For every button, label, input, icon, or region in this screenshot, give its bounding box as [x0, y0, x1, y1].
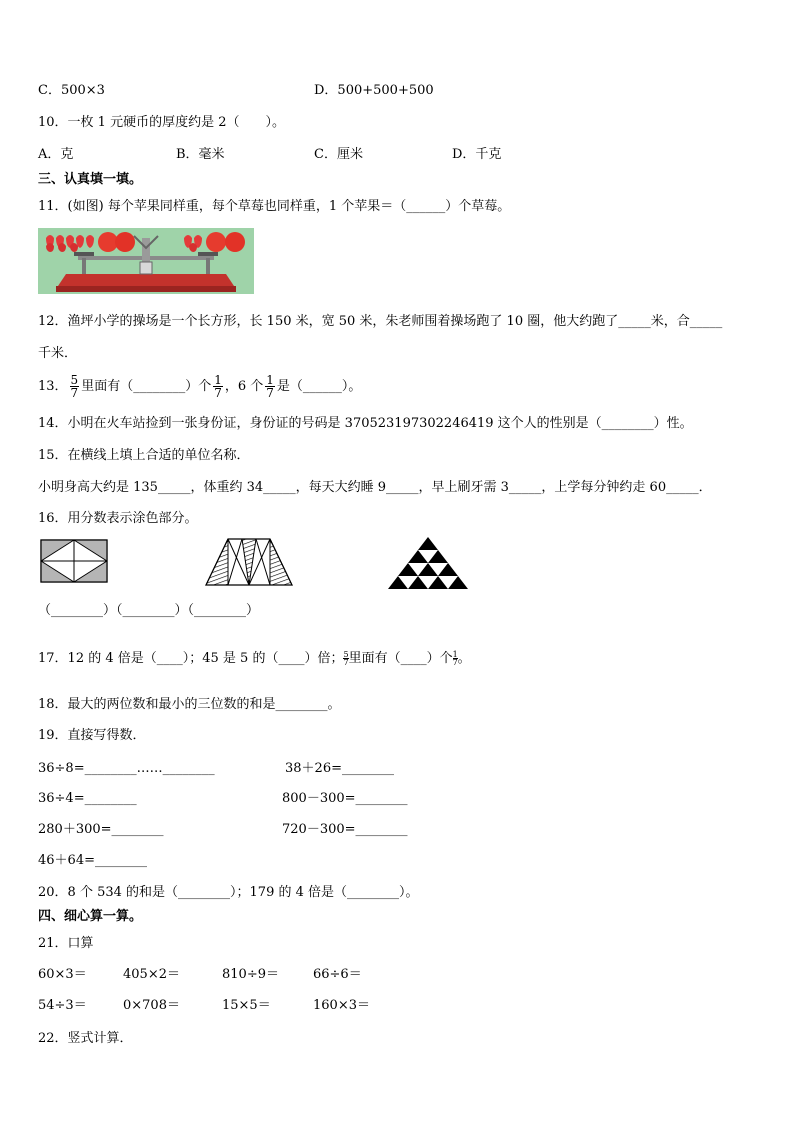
q22-text: 22．竖式计算． — [38, 1031, 133, 1046]
q10-option-d: D．千克 — [452, 147, 502, 162]
q21-stem: 21．口算 — [38, 936, 94, 951]
section-3-heading: 三、认真填一填。 — [38, 172, 143, 187]
q19-item-1: 36÷8=________……________ — [38, 761, 215, 776]
q9-option-c: C．500×3 — [38, 83, 105, 98]
q19-item-2: 38＋26=________ — [285, 761, 394, 776]
q19-item-7: 46＋64=________ — [38, 853, 147, 868]
q19-item-5: 280＋300=________ — [38, 822, 164, 837]
q13-text3: 是（______）。 — [276, 379, 362, 394]
q13-fraction-1-7-b: $\frac{1}{7}$ — [266, 373, 274, 400]
q21-item-7: 15×5＝ — [222, 998, 271, 1013]
q17-fraction-1-7: $\frac{1}{7}$ — [452, 650, 458, 667]
q15-stem: 15．在横线上填上合适的单位名称． — [38, 448, 250, 463]
q21-item-2: 405×2＝ — [123, 967, 180, 982]
balance-scale-image — [38, 228, 254, 294]
q17-fraction-5-7: $\frac{5}{7}$ — [343, 650, 349, 667]
q21-item-8: 160×3＝ — [313, 998, 370, 1013]
q21-item-6: 0×708＝ — [123, 998, 180, 1013]
q21-item-4: 66÷6＝ — [313, 967, 362, 982]
q9-option-d: D．500+500+500 — [314, 83, 434, 98]
q19-item-3: 36÷4=________ — [38, 791, 137, 806]
q12-line2: 千米． — [38, 346, 78, 361]
q13-text2: ，6 个 — [224, 379, 264, 394]
q19-item-6: 720－300=________ — [282, 822, 408, 837]
q17-text1: 17．12 的 4 倍是（____）；45 是 5 的（____）倍； — [38, 651, 344, 666]
q19-item-4: 800－300=________ — [282, 791, 408, 806]
q21-item-1: 60×3＝ — [38, 967, 87, 982]
q17-text2: 里面有（____）个 — [348, 651, 453, 666]
q12-line1: 12．渔坪小学的操场是一个长方形，长 150 米，宽 50 米，朱老师围着操场跑了 10 圈，他大约跑了_____米，合_____ — [38, 314, 723, 329]
q21-item-3: 810÷9＝ — [222, 967, 279, 982]
q21-item-5: 54÷3＝ — [38, 998, 87, 1013]
q16-stem: 16．用分数表示涂色部分。 — [38, 511, 198, 526]
q19-stem: 19．直接写得数． — [38, 728, 146, 743]
q10-option-b: B．毫米 — [176, 147, 225, 162]
q15-body: 小明身高大约是 135_____，体重约 34_____，每天大约睡 9_____，早上刷牙需 3_____，上学每分钟约走 60_____． — [38, 480, 712, 495]
q20-text: 20．8 个 534 的和是（________）；179 的 4 倍是（________）。 — [38, 885, 419, 900]
q16-answer-blanks[interactable]: （________）（________）（________） — [38, 603, 260, 618]
q10-option-c: C．厘米 — [314, 147, 363, 162]
q13-number: 13． — [38, 379, 68, 394]
q17-text3: 。 — [457, 651, 471, 666]
q13-fraction-5-7: $\frac{5}{7}$ — [70, 373, 79, 400]
q16-triangle-figure — [387, 536, 469, 590]
apple-icon — [206, 232, 226, 252]
q13-line — [38, 372, 361, 402]
q10-stem: 10．一枚 1 元硬币的厚度约是 2（ ）。 — [38, 115, 285, 130]
apple-icon — [115, 232, 135, 252]
q18-text: 18．最大的两位数和最小的三位数的和是________。 — [38, 697, 341, 712]
q14-text: 14．小明在火车站捡到一张身份证，身份证的号码是 370523197302246419 这个人的性别是（________）性。 — [38, 416, 693, 431]
q13-text1: 里面有（________）个 — [81, 379, 212, 394]
section-4-heading: 四、细心算一算。 — [38, 909, 143, 924]
q17-line — [38, 648, 471, 670]
q11-text: 11．(如图) 每个苹果同样重，每个草莓也同样重，1 个苹果＝（______）个草莓。 — [38, 199, 511, 214]
apple-icon — [225, 232, 245, 252]
q13-fraction-1-7: $\frac{1}{7}$ — [214, 373, 222, 400]
q16-trapezoid-figure — [204, 537, 294, 587]
q10-option-a: A．克 — [38, 147, 74, 162]
q16-rectangle-figure — [40, 539, 108, 583]
